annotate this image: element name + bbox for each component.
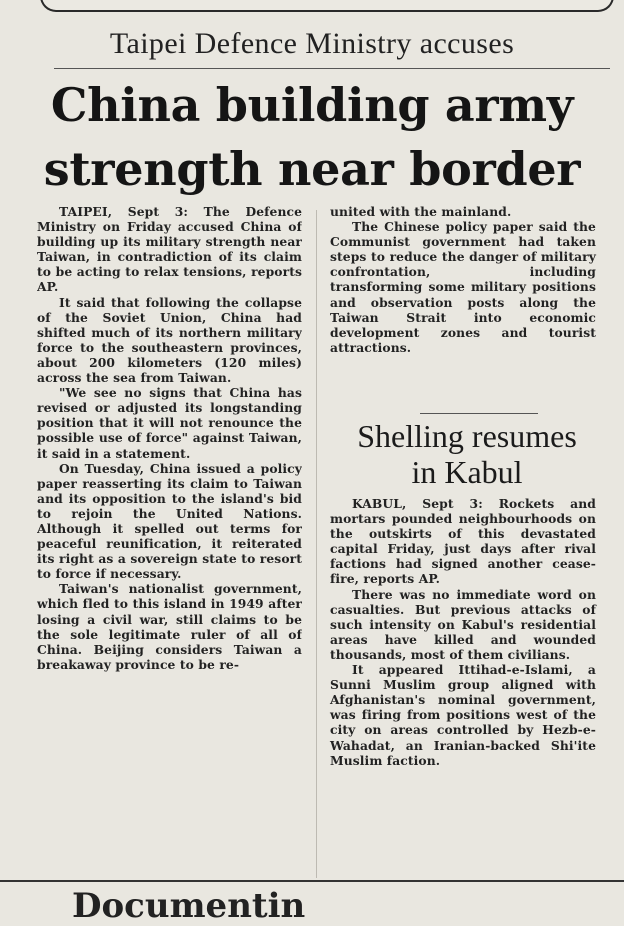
- next-article-headline-fragment: Documentin: [72, 886, 306, 926]
- sidebar-paragraph: KABUL, Sept 3: Rockets and mortars pounded neighbourhoods on the outskirts of this devastated capital Friday, just days after rival factions had signed another cease-fire, reports AP.: [330, 496, 596, 587]
- kicker-rule: [54, 68, 610, 69]
- headline-line-1: China building army: [50, 78, 574, 132]
- article-paragraph: "We see no signs that China has revised or adjusted its longstanding position that it will not renounce the possible use of force" against Taiwan, it said in a statement.: [37, 385, 302, 461]
- article-left-column: [37, 204, 302, 884]
- article-paragraph: It said that following the collapse of the Soviet Union, China had shifted much of its northern military force to the southeastern provinces, about 200 kilometers (120 miles) across the sea from Taiwan.: [37, 294, 302, 386]
- article-kicker: Taipei Defence Ministry accuses: [109, 27, 515, 60]
- article-paragraph: TAIPEI, Sept 3: The Defence Ministry on Friday accused China of building up its military strength near Taiwan, in contradiction of its claim to be acting to relax tensions, reports AP.: [37, 204, 302, 295]
- article-right-column: [330, 204, 596, 355]
- previous-article-box: [40, 0, 614, 12]
- article-paragraph: The Chinese policy paper said the Communist government had taken steps to reduce the danger of military confrontation, including transforming some military positions and observation posts along the Taiwan Strait into economic development zones and tourist attractions.: [330, 219, 596, 355]
- article-paragraph: Taiwan's nationalist government, which fled to this island in 1949 after losing a civil war, still claims to be the sole legitimate ruler of all of China. Beijing considers Taiwan a breakaway province to be re-: [37, 581, 302, 672]
- sidebar-headline-line-2: in Kabul: [411, 454, 523, 490]
- article-continuation: united with the mainland.: [330, 204, 512, 219]
- sidebar-paragraph: There was no immediate word on casualties. But previous attacks of such intensity on Kabul's residential areas have killed and wounded thousands, most of them civilians.: [330, 586, 596, 662]
- bottom-rule: [0, 880, 624, 882]
- article-paragraph: On Tuesday, China issued a policy paper reasserting its claim to Taiwan and its opposition to the island's bid to rejoin the United Nations. Although it spelled out terms for peaceful reunification, it reiterated its right as a sovereign state to resort to force if necessary.: [37, 460, 302, 582]
- sidebar-rule: [420, 413, 538, 414]
- previous-article-fragment: [64, 0, 335, 1]
- column-divider: [316, 210, 317, 878]
- headline-line-2: strength near border: [43, 142, 581, 196]
- sidebar-paragraph: It appeared Ittihad-e-Islami, a Sunni Muslim group aligned with Afghanistan's nominal government, was firing from positions west of the city on areas controlled by Hezb-e-Wahadat, an Iranian-backed Shi'ite Muslim faction.: [330, 662, 596, 768]
- sidebar-headline-line-1: Shelling resumes: [357, 418, 577, 454]
- sidebar-article-body: [330, 496, 596, 768]
